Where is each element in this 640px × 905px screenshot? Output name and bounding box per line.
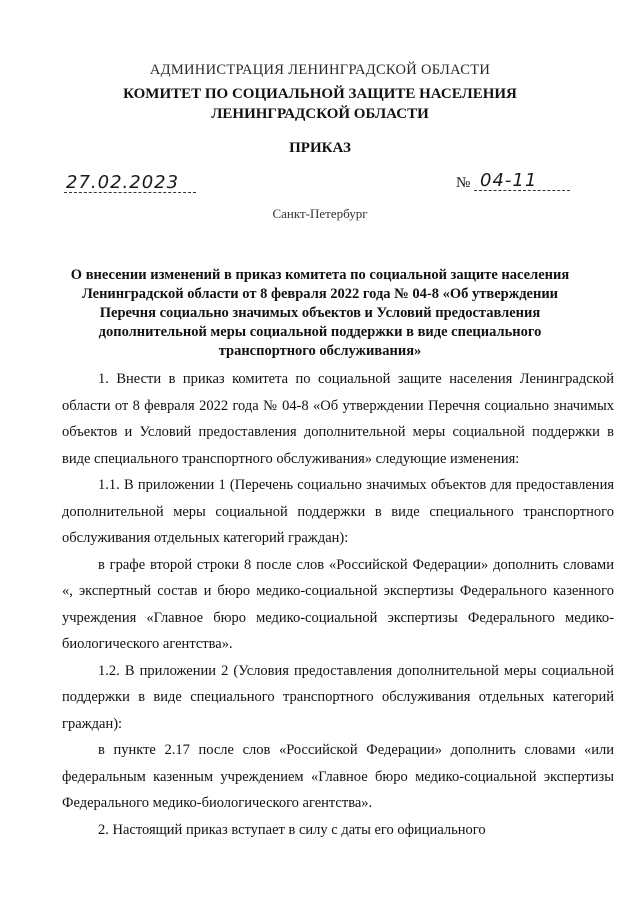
title-line-4: дополнительной меры социальной поддержки в виде специального [98,324,542,340]
order-body [62,366,614,843]
city-label: Санкт-Петербург [272,206,368,221]
title-line-3: Перечня социально значимых объектов и Условий предоставления [99,305,541,321]
paragraph-1-2: 1.2. В приложении 2 (Условия предоставления дополнительной меры социальной поддержки в виде специального транспортного обслуживания отдельных категорий граждан): [62,662,614,732]
number-underline [474,190,570,191]
committee-line-2: ЛЕНИНГРАДСКОЙ ОБЛАСТИ [211,106,429,122]
paragraph-1-2-text: в пункте 2.17 после слов «Российской Федерации» дополнить словами «или федеральным казенным учреждением «Главное бюро медико-социальной экспертизы Федерального медико-биологического агентства». [62,742,614,811]
title-line-2: Ленинградской области от 8 февраля 2022 года № 04-8 «Об утверждении [81,286,559,302]
paragraph-2: 2. Настоящий приказ вступает в силу с даты его официального [98,821,486,838]
handwritten-date: 27.02.2023 [66,172,180,193]
date-underline [64,192,196,193]
title-line-5: транспортного обслуживания» [218,343,422,359]
committee-header [0,84,640,124]
order-title [0,266,640,361]
paragraph-1-1-text: в графе второй строки 8 после слов «Российской Федерации» дополнить словами «, экспертный состав и бюро медико-социальной экспертизы Федерального казенного учреждения «Главное бюро медико-социальной экспертизы Федерального медико-биологического агентства». [62,556,614,652]
title-line-1: О внесении изменений в приказ комитета по социальной защите населения [70,267,570,283]
paragraph-1: 1. Внести в приказ комитета по социальной защите населения Ленинградской области от 8 февраля 2022 года № 04-8 «Об утверждении Перечня социально значимых объектов и Условий предоставления дополнительной меры социальной поддержки в виде специального транспортного обслуживания» следующие изменения: [62,371,614,467]
administration-header: АДМИНИСТРАЦИЯ ЛЕНИНГРАДСКОЙ ОБЛАСТИ [149,62,491,78]
document-type: ПРИКАЗ [289,140,351,156]
committee-line-1: КОМИТЕТ ПО СОЦИАЛЬНОЙ ЗАЩИТЕ НАСЕЛЕНИЯ [123,86,517,102]
handwritten-number: 04-11 [480,170,538,191]
number-label: № [456,175,471,191]
paragraph-1-1: 1.1. В приложении 1 (Перечень социально значимых объектов для предоставления дополнительной меры социальной поддержки в виде специального транспортного обслуживания отдельных категорий граждан): [62,477,614,546]
